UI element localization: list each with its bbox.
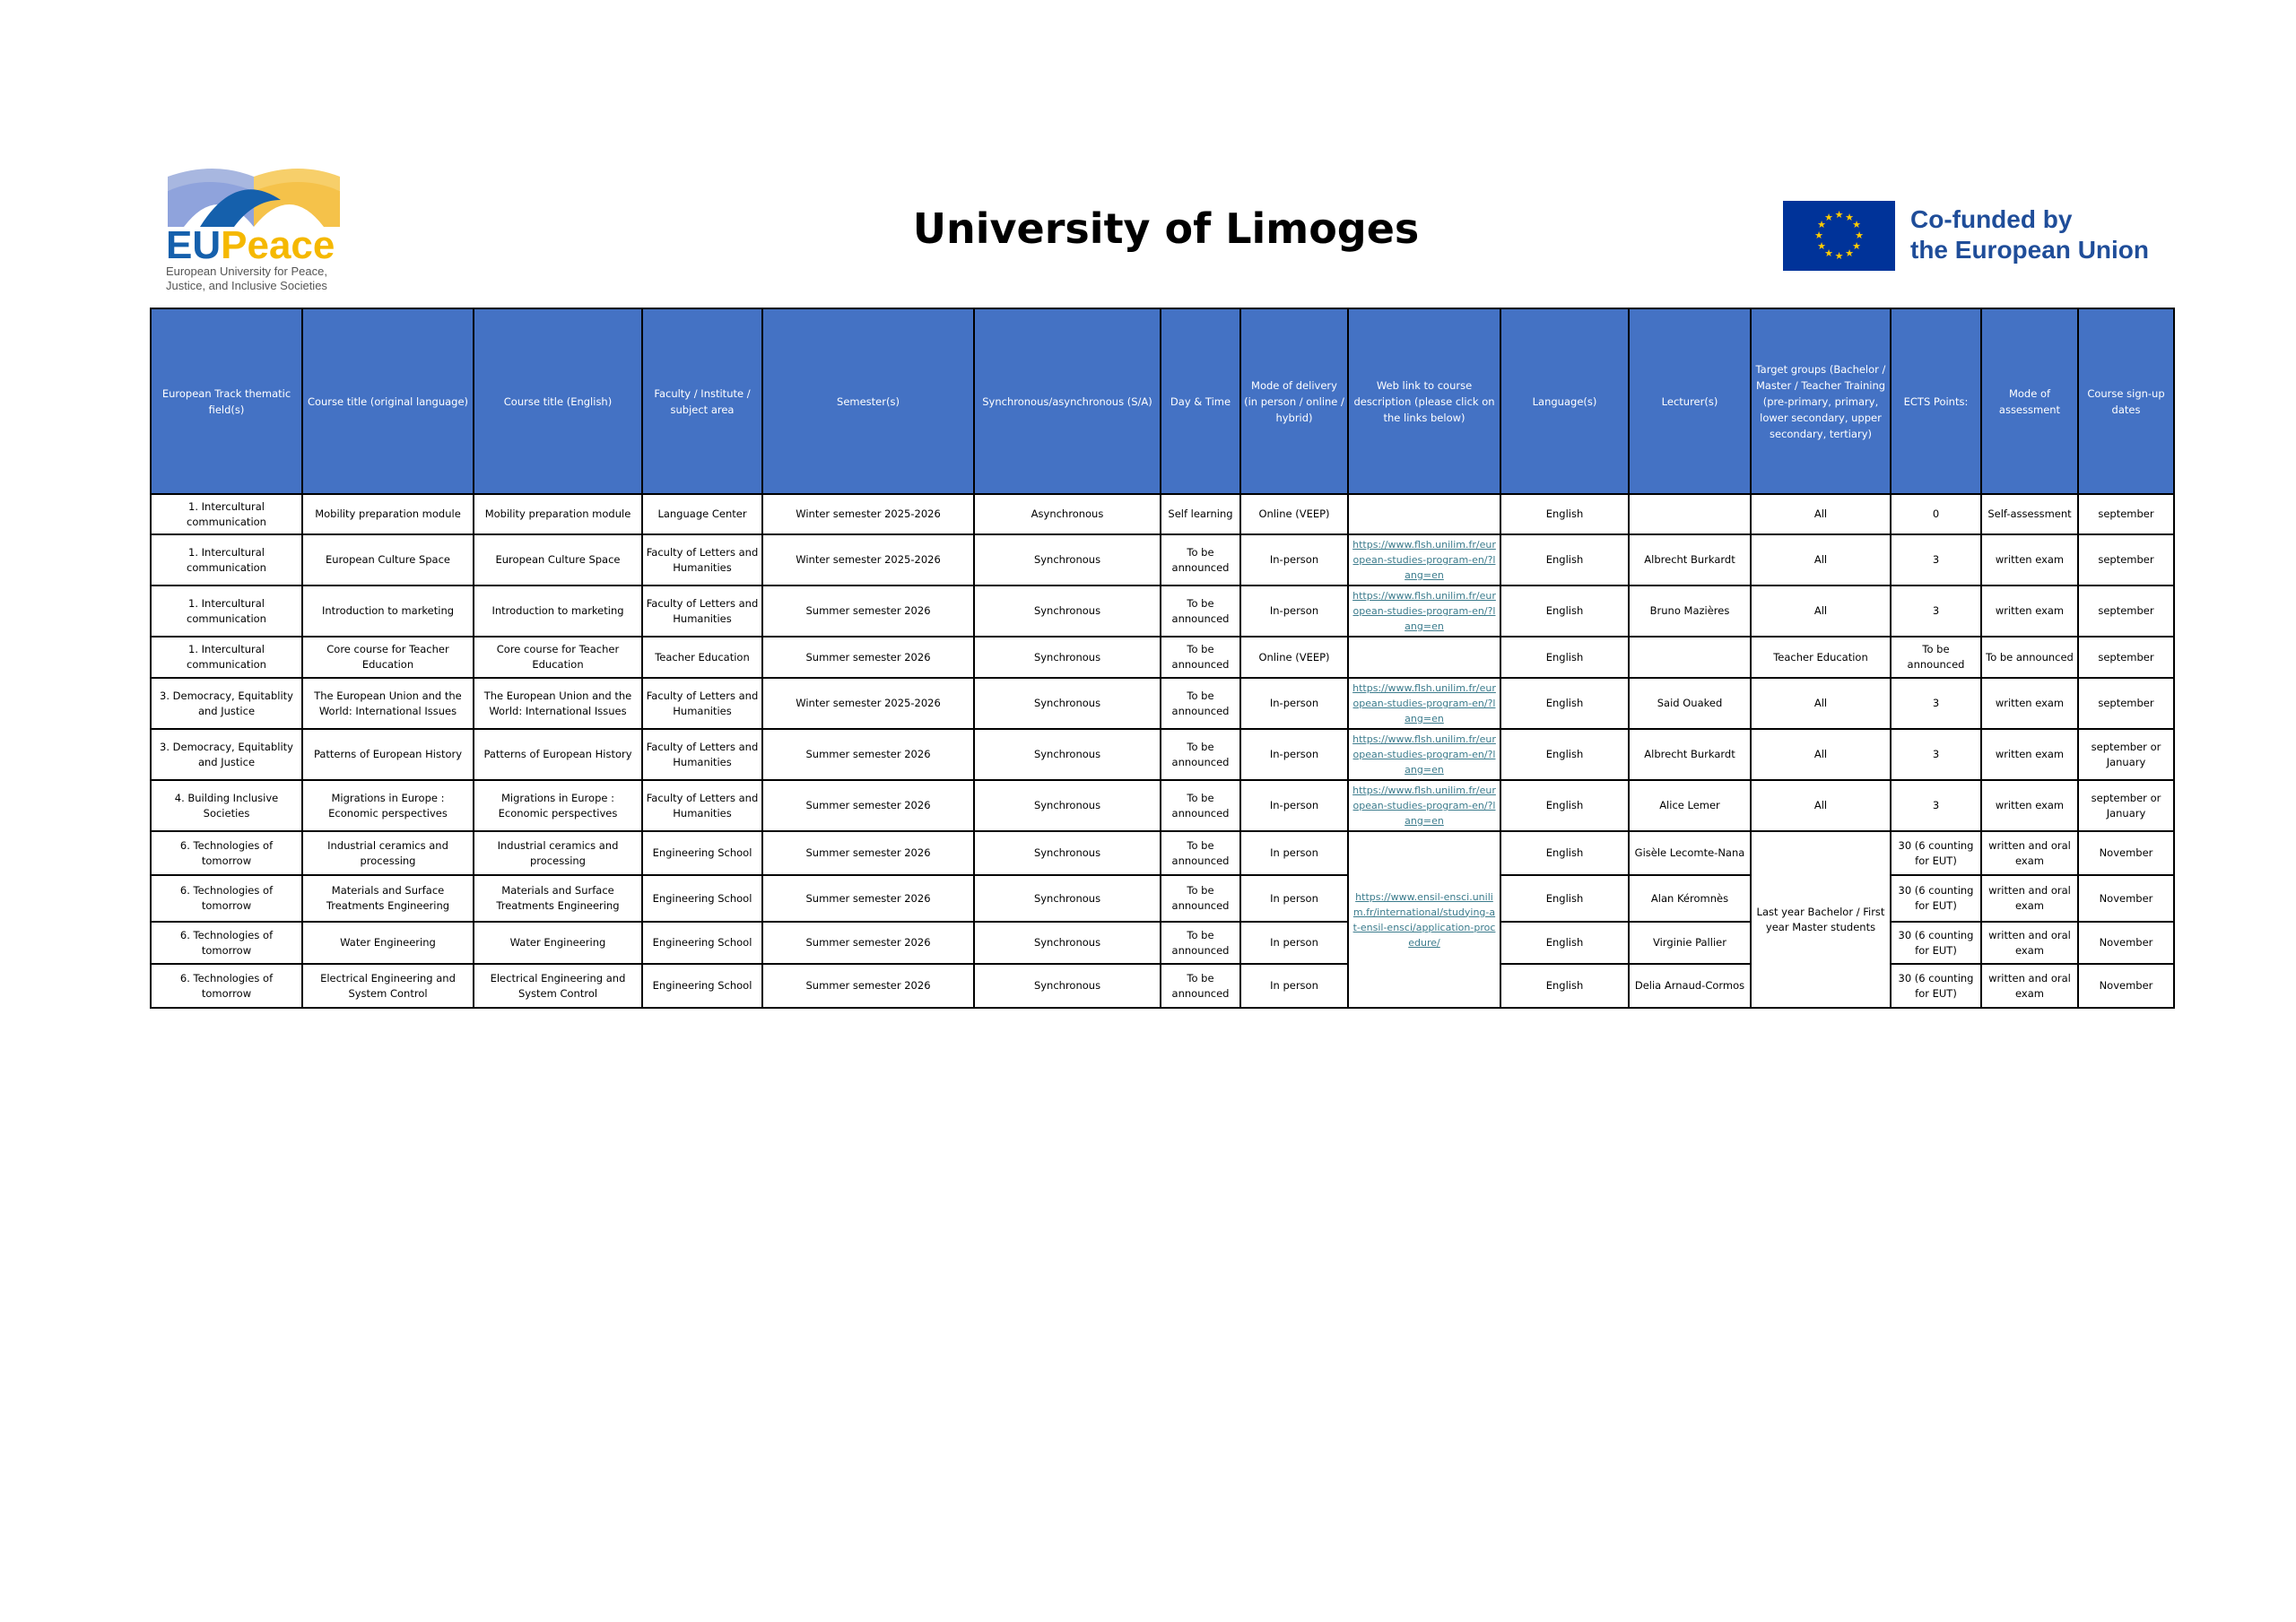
table-cell: 1. Intercultural communication [151, 534, 302, 585]
table-cell: In person [1240, 831, 1348, 875]
eupeace-arch-icon [164, 164, 344, 294]
table-cell: 1. Intercultural communication [151, 585, 302, 637]
table-cell: November [2078, 875, 2174, 922]
table-cell: Engineering School [642, 964, 762, 1008]
table-row [151, 585, 2174, 637]
table-cell: In-person [1240, 534, 1348, 585]
table-cell: To be announced [1161, 534, 1240, 585]
column-header: Target groups (Bachelor / Master / Teacher Training (pre-primary, primary, lower secondary, upper secondary, tertiary) [1751, 308, 1891, 494]
table-row [151, 678, 2174, 729]
table-cell: To be announced [1161, 637, 1240, 678]
table-cell: Self learning [1161, 494, 1240, 534]
eupeace-logo [164, 164, 344, 294]
eu-cofunded-line2: the European Union [1910, 236, 2149, 264]
table-cell: In person [1240, 875, 1348, 922]
table-cell: 1. Intercultural communication [151, 637, 302, 678]
table-cell: Self-assessment [1981, 494, 2078, 534]
table-cell: Summer semester 2026 [762, 780, 974, 831]
course-table [150, 308, 2175, 1009]
table-cell: To be announced [1161, 729, 1240, 780]
table-row [151, 780, 2174, 831]
table-cell: The European Union and the World: International Issues [474, 678, 642, 729]
table-row [151, 831, 2174, 875]
table-cell: English [1500, 678, 1629, 729]
eupeace-name-part1: EU [166, 223, 222, 267]
table-cell: Language Center [642, 494, 762, 534]
table-cell: To be announced [1161, 831, 1240, 875]
table-cell: Summer semester 2026 [762, 585, 974, 637]
table-cell: september [2078, 678, 2174, 729]
table-cell: 6. Technologies of tomorrow [151, 922, 302, 964]
table-cell: Engineering School [642, 875, 762, 922]
table-cell: Bruno Mazières [1629, 585, 1751, 637]
table-cell: Core course for Teacher Education [474, 637, 642, 678]
table-cell: English [1500, 534, 1629, 585]
table-cell: Synchronous [974, 875, 1161, 922]
table-cell: To be announced [1891, 637, 1981, 678]
table-cell: 6. Technologies of tomorrow [151, 831, 302, 875]
table-cell: 6. Technologies of tomorrow [151, 875, 302, 922]
course-link[interactable]: https://www.flsh.unilim.fr/european-studies-program-en/?lang=en [1352, 682, 1496, 724]
svg-text:★: ★ [1814, 230, 1823, 241]
table-cell: Synchronous [974, 637, 1161, 678]
table-cell: written exam [1981, 585, 2078, 637]
course-link[interactable]: https://www.flsh.unilim.fr/european-studies-program-en/?lang=en [1352, 590, 1496, 632]
table-cell: 6. Technologies of tomorrow [151, 964, 302, 1008]
eupeace-tagline-1: European University for Peace, [166, 265, 327, 278]
table-cell: Migrations in Europe : Economic perspectives [474, 780, 642, 831]
table-cell: Gisèle Lecomte-Nana [1629, 831, 1751, 875]
table-cell [1629, 637, 1751, 678]
table-header-row [151, 308, 2174, 494]
eu-cofunded-logo [1783, 201, 2160, 273]
table-cell: september [2078, 534, 2174, 585]
table-cell: English [1500, 875, 1629, 922]
table-cell: English [1500, 585, 1629, 637]
table-cell: Summer semester 2026 [762, 964, 974, 1008]
table-cell: written exam [1981, 534, 2078, 585]
svg-text:★: ★ [1852, 219, 1861, 230]
table-cell: English [1500, 729, 1629, 780]
table-cell: Synchronous [974, 534, 1161, 585]
table-cell: English [1500, 831, 1629, 875]
table-cell: 30 (6 counting for EUT) [1891, 964, 1981, 1008]
eupeace-name-part2: Peace [221, 223, 335, 267]
table-cell: Electrical Engineering and System Control [302, 964, 474, 1008]
table-cell: Online (VEEP) [1240, 494, 1348, 534]
table-cell: In-person [1240, 678, 1348, 729]
table-cell: 3 [1891, 585, 1981, 637]
table-cell: Materials and Surface Treatments Engineering [474, 875, 642, 922]
table-cell: Engineering School [642, 922, 762, 964]
table-cell: November [2078, 964, 2174, 1008]
table-cell: 3 [1891, 729, 1981, 780]
table-cell: 3 [1891, 534, 1981, 585]
table-cell: 3. Democracy, Equitablity and Justice [151, 729, 302, 780]
column-header: Semester(s) [762, 308, 974, 494]
course-link[interactable]: https://www.flsh.unilim.fr/european-studies-program-en/?lang=en [1352, 785, 1496, 827]
table-cell: All [1751, 534, 1891, 585]
svg-text:EUPeace [166, 223, 335, 267]
table-cell: 3 [1891, 678, 1981, 729]
course-link-cell [1348, 534, 1500, 585]
table-cell: 1. Intercultural communication [151, 494, 302, 534]
table-cell: In-person [1240, 780, 1348, 831]
table-cell: English [1500, 637, 1629, 678]
table-cell: European Culture Space [474, 534, 642, 585]
table-cell: Summer semester 2026 [762, 875, 974, 922]
course-link[interactable]: https://www.flsh.unilim.fr/european-studies-program-en/?lang=en [1352, 733, 1496, 776]
table-cell: Summer semester 2026 [762, 831, 974, 875]
table-cell: Virginie Pallier [1629, 922, 1751, 964]
table-cell: Synchronous [974, 729, 1161, 780]
course-link-cell [1348, 780, 1500, 831]
table-cell: European Culture Space [302, 534, 474, 585]
table-cell: Alan Kéromnès [1629, 875, 1751, 922]
table-row [151, 534, 2174, 585]
table-cell: Patterns of European History [302, 729, 474, 780]
table-cell: Mobility preparation module [302, 494, 474, 534]
table-cell: Albrecht Burkardt [1629, 534, 1751, 585]
table-cell: All [1751, 780, 1891, 831]
table-cell: Faculty of Letters and Humanities [642, 780, 762, 831]
table-cell: All [1751, 494, 1891, 534]
svg-text:★: ★ [1834, 209, 1844, 221]
table-cell: Albrecht Burkardt [1629, 729, 1751, 780]
table-row [151, 637, 2174, 678]
table-cell: The European Union and the World: International Issues [302, 678, 474, 729]
svg-text:★: ★ [1845, 247, 1854, 259]
table-cell: written exam [1981, 780, 2078, 831]
table-cell: Electrical Engineering and System Control [474, 964, 642, 1008]
table-cell: Last year Bachelor / First year Master students [1751, 831, 1891, 1008]
column-header: Lecturer(s) [1629, 308, 1751, 494]
table-cell: To be announced [1161, 780, 1240, 831]
table-cell: Core course for Teacher Education [302, 637, 474, 678]
table-cell: November [2078, 922, 2174, 964]
table-cell: Synchronous [974, 585, 1161, 637]
table-cell: Alice Lemer [1629, 780, 1751, 831]
column-header: Language(s) [1500, 308, 1629, 494]
table-cell: Water Engineering [474, 922, 642, 964]
table-cell: Faculty of Letters and Humanities [642, 585, 762, 637]
table-cell: Faculty of Letters and Humanities [642, 729, 762, 780]
table-cell: 4. Building Inclusive Societies [151, 780, 302, 831]
table-cell: In-person [1240, 729, 1348, 780]
table-cell: English [1500, 964, 1629, 1008]
table-cell: November [2078, 831, 2174, 875]
eu-cofunded-text [1910, 204, 2149, 265]
table-cell [1629, 494, 1751, 534]
svg-text:★: ★ [1817, 219, 1826, 230]
table-cell: To be announced [1161, 964, 1240, 1008]
table-cell: Synchronous [974, 922, 1161, 964]
table-cell [1348, 637, 1500, 678]
table-cell: Engineering School [642, 831, 762, 875]
table-cell: Asynchronous [974, 494, 1161, 534]
table-cell: Winter semester 2025-2026 [762, 534, 974, 585]
table-cell: Materials and Surface Treatments Engineering [302, 875, 474, 922]
table-cell: To be announced [1161, 678, 1240, 729]
table-cell: Water Engineering [302, 922, 474, 964]
course-link-cell [1348, 831, 1500, 1008]
table-cell: All [1751, 729, 1891, 780]
svg-text:★: ★ [1834, 250, 1844, 262]
table-cell: Summer semester 2026 [762, 922, 974, 964]
eupeace-tagline-2: Justice, and Inclusive Societies [166, 279, 327, 292]
table-cell: 0 [1891, 494, 1981, 534]
column-header: Mode of assessment [1981, 308, 2078, 494]
table-cell: Industrial ceramics and processing [302, 831, 474, 875]
table-cell: English [1500, 922, 1629, 964]
table-cell: Winter semester 2025-2026 [762, 494, 974, 534]
table-cell: written and oral exam [1981, 831, 2078, 875]
table-cell: Industrial ceramics and processing [474, 831, 642, 875]
table-cell: To be announced [1161, 875, 1240, 922]
eu-flag-icon [1783, 201, 1895, 271]
table-cell: English [1500, 780, 1629, 831]
table-cell: written and oral exam [1981, 875, 2078, 922]
table-cell: Synchronous [974, 780, 1161, 831]
table-cell: In person [1240, 964, 1348, 1008]
course-link-cell [1348, 729, 1500, 780]
course-link-cell [1348, 585, 1500, 637]
table-cell: Faculty of Letters and Humanities [642, 534, 762, 585]
table-cell: Delia Arnaud-Cormos [1629, 964, 1751, 1008]
svg-text:★: ★ [1824, 212, 1833, 223]
eu-cofunded-line1: Co-funded by [1910, 205, 2073, 233]
table-cell: Faculty of Letters and Humanities [642, 678, 762, 729]
table-cell: written and oral exam [1981, 964, 2078, 1008]
svg-text:★: ★ [1855, 230, 1864, 241]
table-cell: To be announced [1161, 585, 1240, 637]
table-cell: Synchronous [974, 831, 1161, 875]
table-cell: september [2078, 637, 2174, 678]
table-cell: Introduction to marketing [302, 585, 474, 637]
table-cell: In person [1240, 922, 1348, 964]
table-cell: september or January [2078, 729, 2174, 780]
column-header: Web link to course description (please click on the links below) [1348, 308, 1500, 494]
column-header: Mode of delivery (in person / online / hybrid) [1240, 308, 1348, 494]
table-cell: Teacher Education [642, 637, 762, 678]
table-cell: Synchronous [974, 678, 1161, 729]
table-cell: Patterns of European History [474, 729, 642, 780]
table-cell: In-person [1240, 585, 1348, 637]
table-cell: 30 (6 counting for EUT) [1891, 831, 1981, 875]
column-header: ECTS Points: [1891, 308, 1981, 494]
column-header: Faculty / Institute / subject area [642, 308, 762, 494]
table-cell: To be announced [1161, 922, 1240, 964]
table-cell: All [1751, 585, 1891, 637]
column-header: Course sign-up dates [2078, 308, 2174, 494]
table-cell: Said Ouaked [1629, 678, 1751, 729]
table-cell [1348, 494, 1500, 534]
table-cell: Summer semester 2026 [762, 729, 974, 780]
table-cell: English [1500, 494, 1629, 534]
course-link[interactable]: https://www.ensil-ensci.unilim.fr/international/studying-at-ensil-ensci/application-procedure/ [1352, 890, 1496, 949]
course-link-cell [1348, 678, 1500, 729]
column-header: Day & Time [1161, 308, 1240, 494]
svg-text:★: ★ [1817, 240, 1826, 252]
table-cell: All [1751, 678, 1891, 729]
table-cell: Winter semester 2025-2026 [762, 678, 974, 729]
table-cell: 3 [1891, 780, 1981, 831]
table-row [151, 729, 2174, 780]
course-link[interactable]: https://www.flsh.unilim.fr/european-studies-program-en/?lang=en [1352, 539, 1496, 581]
table-cell: written exam [1981, 729, 2078, 780]
column-header: Course title (English) [474, 308, 642, 494]
column-header: Synchronous/asynchronous (S/A) [974, 308, 1161, 494]
table-cell: 3. Democracy, Equitablity and Justice [151, 678, 302, 729]
table-cell: 30 (6 counting for EUT) [1891, 922, 1981, 964]
table-cell: written and oral exam [1981, 922, 2078, 964]
table-cell: september [2078, 494, 2174, 534]
svg-text:★: ★ [1824, 247, 1833, 259]
column-header: European Track thematic field(s) [151, 308, 302, 494]
table-cell: written exam [1981, 678, 2078, 729]
table-row [151, 494, 2174, 534]
column-header: Course title (original language) [302, 308, 474, 494]
table-cell: Mobility preparation module [474, 494, 642, 534]
table-cell: september or January [2078, 780, 2174, 831]
table-cell: Online (VEEP) [1240, 637, 1348, 678]
table-cell: Migrations in Europe : Economic perspectives [302, 780, 474, 831]
table-cell: Introduction to marketing [474, 585, 642, 637]
table-cell: To be announced [1981, 637, 2078, 678]
table-cell: Synchronous [974, 964, 1161, 1008]
svg-text:★: ★ [1852, 240, 1861, 252]
table-cell: Summer semester 2026 [762, 637, 974, 678]
table-cell: september [2078, 585, 2174, 637]
table-cell: 30 (6 counting for EUT) [1891, 875, 1981, 922]
table-cell: Teacher Education [1751, 637, 1891, 678]
svg-text:★: ★ [1845, 212, 1854, 223]
page-title: University of Limoges [912, 204, 1420, 253]
